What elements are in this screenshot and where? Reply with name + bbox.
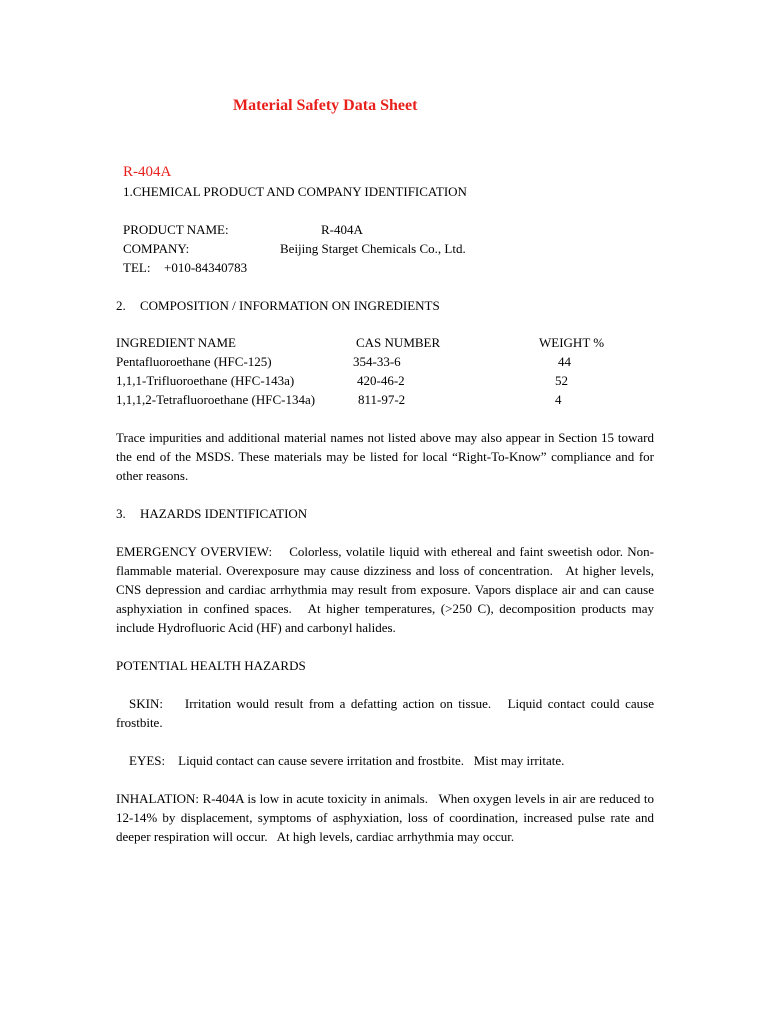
skin-text: Irritation would result from a defatting action on tissue. Liquid contact could cause frostbite. — [116, 696, 658, 730]
ingredient-weight: 52 — [555, 373, 568, 388]
ingredient-cas: 420-46-2 — [357, 373, 405, 388]
eyes-hazard — [116, 751, 654, 770]
trace-impurities-note: Trace impurities and additional material names not listed above may also appear in Section 15 toward the end of the MSDS. These materials may be listed for local “Right-To-Know” compliance and for other reasons. — [116, 430, 654, 483]
section1-heading: 1.CHEMICAL PRODUCT AND COMPANY IDENTIFICATION — [123, 184, 467, 199]
ingredient-weight: 44 — [558, 354, 571, 369]
column-header-ingredient: INGREDIENT NAME — [116, 335, 236, 350]
emergency-overview — [116, 542, 658, 637]
section3-number: 3. — [116, 506, 126, 521]
eyes-label: EYES: — [129, 753, 166, 768]
ingredient-name: 1,1,1-Trifluoroethane (HFC-143a) — [116, 373, 295, 388]
column-header-cas: CAS NUMBER — [356, 335, 441, 350]
ingredient-cas: 811-97-2 — [358, 392, 406, 407]
potential-health-hazards-heading: POTENTIAL HEALTH HAZARDS — [116, 658, 306, 673]
eyes-text: Liquid contact can cause severe irritation and frostbite. Mist may irritate. — [178, 753, 565, 768]
tel-value: +010-84340783 — [164, 260, 248, 275]
ingredient-weight: 4 — [555, 392, 562, 407]
company-label: COMPANY: — [123, 241, 190, 256]
product-code: R-404A — [123, 164, 172, 180]
skin-hazard — [116, 694, 658, 732]
ingredient-cas: 354-33-6 — [353, 354, 401, 369]
product-name-label: PRODUCT NAME: — [123, 222, 229, 237]
emergency-overview-text: Colorless, volatile liquid with ethereal and faint sweetish odor. Non-flammable material. Overexposure may cause dizziness and loss of concentration. At higher levels, CNS depression and cardiac arrhythmia may result from exposure. Vapors displace air and can cause asphyxiation in confined spaces. At higher temperatures, (>250 C), decomposition products may include Hydrofluoric Acid (HF) and carbonyl halides. — [116, 544, 658, 635]
section3-heading: HAZARDS IDENTIFICATION — [140, 506, 308, 521]
product-name-value: R-404A — [321, 222, 363, 237]
inhalation-text: R-404A is low in acute toxicity in animals. When oxygen levels in air are reduced to 12-14% by displacement, symptoms of asphyxiation, loss of coordination, increased pulse rate and deeper respiration will occur. At high levels, cardiac arrhythmia may occur. — [116, 791, 658, 844]
inhalation-hazard — [116, 789, 658, 846]
skin-label: SKIN: — [129, 696, 163, 711]
document-title: Material Safety Data Sheet — [233, 97, 418, 114]
ingredient-name: Pentafluoroethane (HFC-125) — [116, 354, 272, 369]
emergency-overview-label: EMERGENCY OVERVIEW: — [116, 544, 273, 559]
ingredient-name: 1,1,1,2-Tetrafluoroethane (HFC-134a) — [116, 392, 316, 407]
section2-heading: COMPOSITION / INFORMATION ON INGREDIENTS — [140, 298, 440, 313]
tel-label: TEL: — [123, 260, 151, 275]
section2-number: 2. — [116, 298, 126, 313]
column-header-weight: WEIGHT % — [539, 335, 605, 350]
company-value: Beijing Starget Chemicals Co., Ltd. — [280, 241, 466, 256]
inhalation-label: INHALATION: — [116, 791, 200, 806]
